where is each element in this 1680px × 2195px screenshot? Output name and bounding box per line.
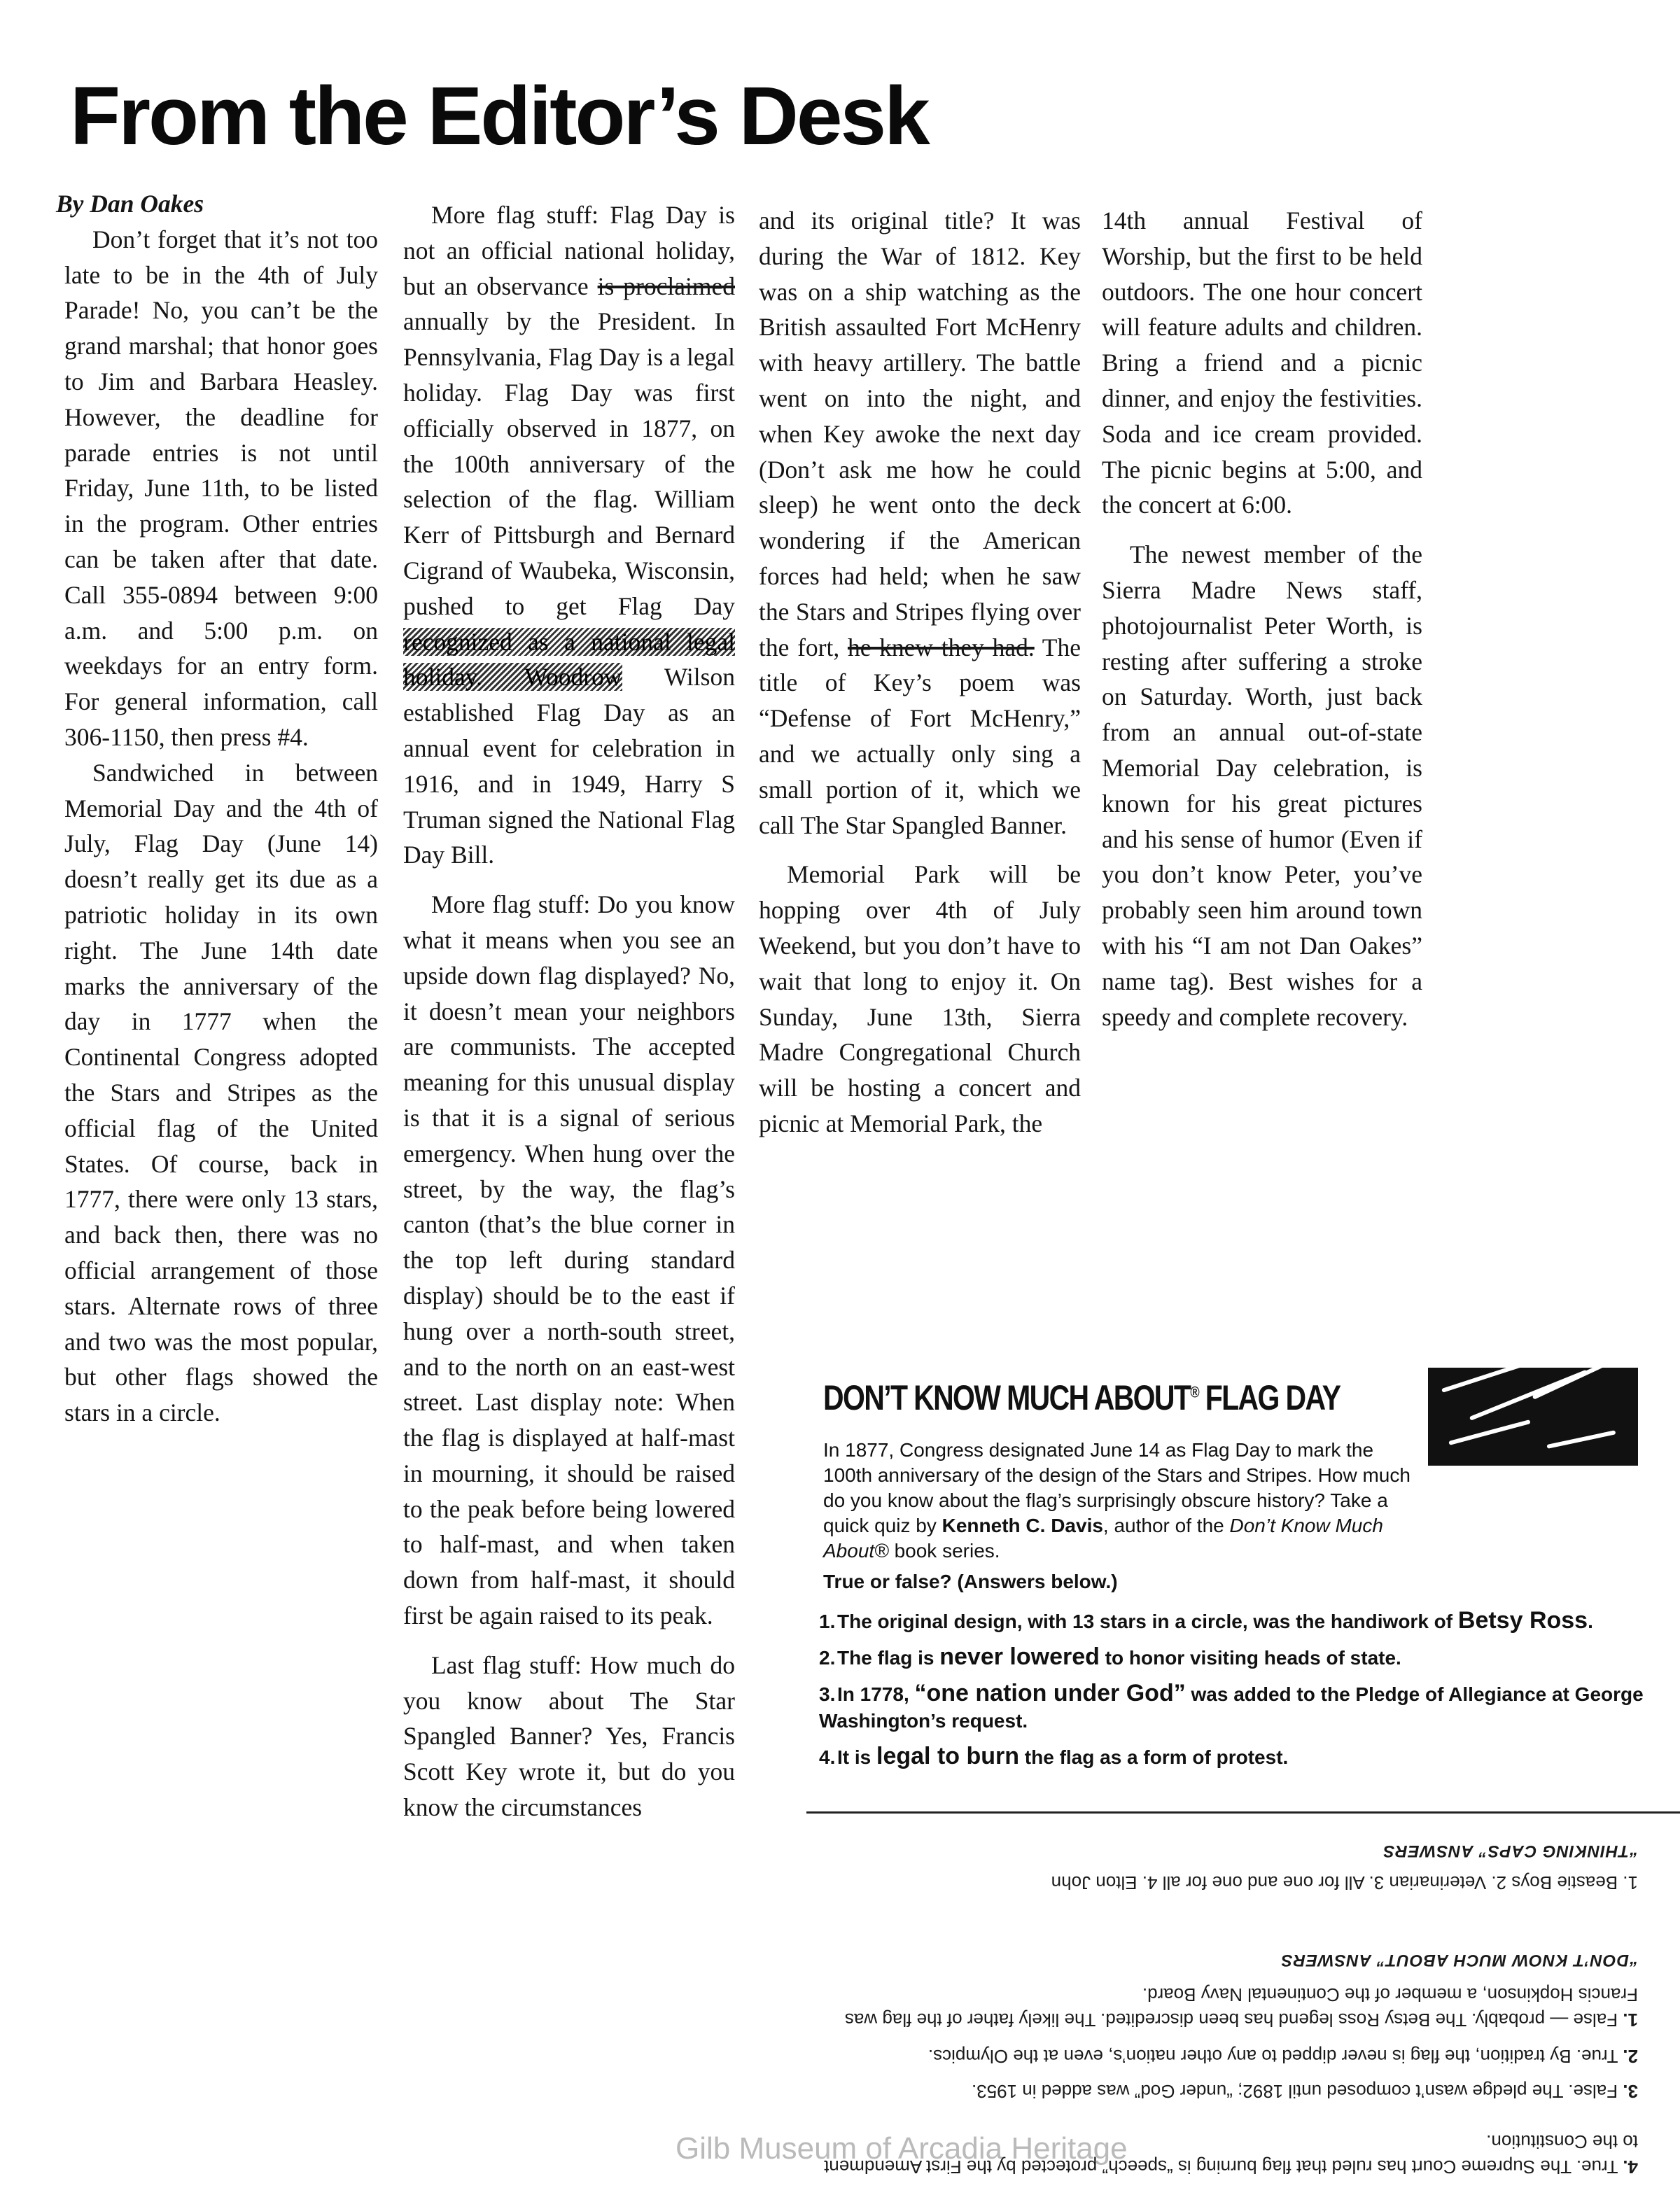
quiz-subhead: True or false? (Answers below.) [823,1571,1118,1592]
byline: By Dan Oakes [56,190,204,218]
watermark: Gilb Museum of Arcadia Heritage [676,2131,1128,2166]
article-column-4 [1102,203,1422,1035]
article-column-1 [56,186,378,1431]
article-column-3 [759,203,1081,1142]
paragraph-peter-worth: The newest member of the Sierra Madre News staff, photojournalist Peter Worth, is resting after suffering a stroke on Saturday. Worth, just back from an annual out-of-state Memorial Day celebration, is known for his great pictures and his sense of humor (Even if you don’t know Peter, you’ve probably seen him around town with his “I am not Dan Oakes” name tag). Best wishes for a speedy and complete recovery. [1102,540,1422,1031]
struck-text: is proclaimed [597,272,735,300]
flag-illustration [1428,1368,1638,1466]
quiz-question-3: 3.In 1778, “one nation under God” was added to the Pledge of Allegiance at George Washington’s request. [819,1680,1644,1732]
quiz-title: DON’T KNOW MUCH ABOUT® FLAG DAY [823,1378,1340,1417]
paragraph-flag-day-history: Sandwiched in between Memorial Day and the 4th of July, Flag Day (June 14) doesn’t really get its due as a patriotic holiday in its own right. The June 14th date marks the anniversary of the day in 1777 when the Continental Congress adopted the Stars and Stripes as the official flag of the United States. Of course, back in 1777, there were only 13 stars, and back then, there was no official arrangement of those stars. Alternate rows of three and two was the most popular, but other flags showed the stars in a circle. [64,758,378,1427]
paragraph-star-spangled-banner: Last flag stuff: How much do you know about The Star Spangled Banner? Yes, Francis Scott Key wrote it, but do you know the circumstances [403,1650,735,1822]
quiz-answers-2 [812,2044,1638,2069]
paragraph-fort-mchenry: and its original title? It was during the War of 1812. Key was on a ship watching as the British assaulted Fort McHenry with heavy artillery. The battle went on into the night, and when Key awoke the next day (Don’t ask me how he could sleep) he went onto the deck wondering if the American forces had held; when he saw the Stars and Stripes flying over the fort, he knew they had. The title of Key’s poem was “Defense of Fort McHenry,” and we actually only sing a small portion of it, which we call The Star Spangled Banner. [759,206,1081,839]
quiz-answers-3 [812,2079,1638,2104]
quiz-question-1: 1.The original design, with 13 stars in a circle, was the handiwork of Betsy Ross. [819,1607,1593,1634]
thinking-caps-heading: “THINKING CAPS” ANSWERS [1382,1842,1638,1860]
quiz-question-4: 4.It is legal to burn the flag as a form of protest. [819,1743,1289,1769]
paragraph-memorial-park: Memorial Park will be hopping over 4th of July Weekend, but you don’t have to wait that long to enjoy it. On Sunday, June 13th, Sierra Madre Congregational Church will be hosting a concert and picnic at Memorial Park, the [759,860,1081,1137]
paragraph-upside-down-flag: More flag stuff: Do you know what it means when you see an upside down flag displayed? No, it doesn’t mean your neighbors are communists. The accepted meaning for this unusual display is that it is a signal of serious emergency. When hung over the street, by the way, the flag’s canton (that’s the blue corner in the top left during standard display) should be to the east if hung over a north-south street, and to the north on an east-west street. Last display note: When the flag is displayed at half-mast in mourning, it should be raised to the peak before being lowered to half-mast, and when taken down from half-mast, it should first be again raised to its peak. [403,890,735,1630]
page-title: From the Editor’s Desk [70,70,928,162]
thinking-caps-answers: 1. Beastie Boys 2. Veterinarian 3. All for one and one for all 4. Elton John [1051,1872,1638,1893]
article-column-2 [403,197,735,1825]
quiz-question-2: 2.The flag is never lowered to honor visiting heads of state. [819,1643,1401,1670]
smudged-text: recognized as a national legal holiday. Woodrow [403,627,735,692]
answer-1: 1. False — probably. The Betsy Ross legend has been discredited. The likely father of the flag was Francis Hopkinson, a member of the Continental Navy Board. [844,1984,1638,2031]
paragraph-festival: 14th annual Festival of Worship, but the first to be held outdoors. The one hour concert will feature adults and children. Bring a friend and a picnic dinner, and enjoy the festivities. Soda and ice cream provided. The picnic begins at 5:00, and the concert at 6:00. [1102,206,1422,519]
quiz-intro: In 1877, Congress designated June 14 as Flag Day to mark the 100th anniversary of the design of the Stars and Stripes. How much do you know about the flag’s surprisingly obscure history? Take a quick quiz by Kenneth C. Davis, author of the Don’t Know Much About® book series. [823,1439,1410,1562]
answer-3: 3. False. The pledge wasn’t composed until 1892; “under God” was added in 1953. [971,2081,1638,2102]
paragraph-parade: Don’t forget that it’s not too late to be in the 4th of July Parade! No, you can’t be the grand marshal; that honor goes to Jim and Barbara Heasley. However, the deadline for parade entries is not until Friday, June 11th, to be listed in the program. Other entries can be taken after that date. Call 355-0894 between 9:00 a.m. and 5:00 p.m. on weekdays for an entry form. For general information, call 306-1150, then press #4. [64,225,378,751]
answer-4: 4. True. The Supreme Court has ruled that flag burning is “speech” protected by the First Amendment to the Constitution. [824,2131,1638,2178]
answer-2: 2. True. By tradition, the flag is never dipped to any other nation’s, even at the Olympics. [927,2046,1638,2067]
paragraph-flag-holiday: More flag stuff: Flag Day is not an official national holiday, but an observance is proclaimed annually by the President. In Pennsylvania, Flag Day is a legal holiday. Flag Day was first officially observed in 1877, on the 100th anniversary of the selection of the flag. William Kerr of Pittsburgh and Bernard Cigrand of Waubeka, Wisconsin, pushed to get Flag Day recognized as a national legal holiday. Woodrow Wilson established Flag Day as an annual event for celebration in 1916, and in 1949, Harry S Truman signed the National Flag Day Bill. [403,201,735,869]
quiz-answers-1 [812,1982,1638,2033]
struck-text: he knew they had. [847,633,1035,661]
quiz-list [819,1607,1645,1779]
answers-heading: “DON’T KNOW MUCH ABOUT” ANSWERS [1280,1951,1638,1970]
